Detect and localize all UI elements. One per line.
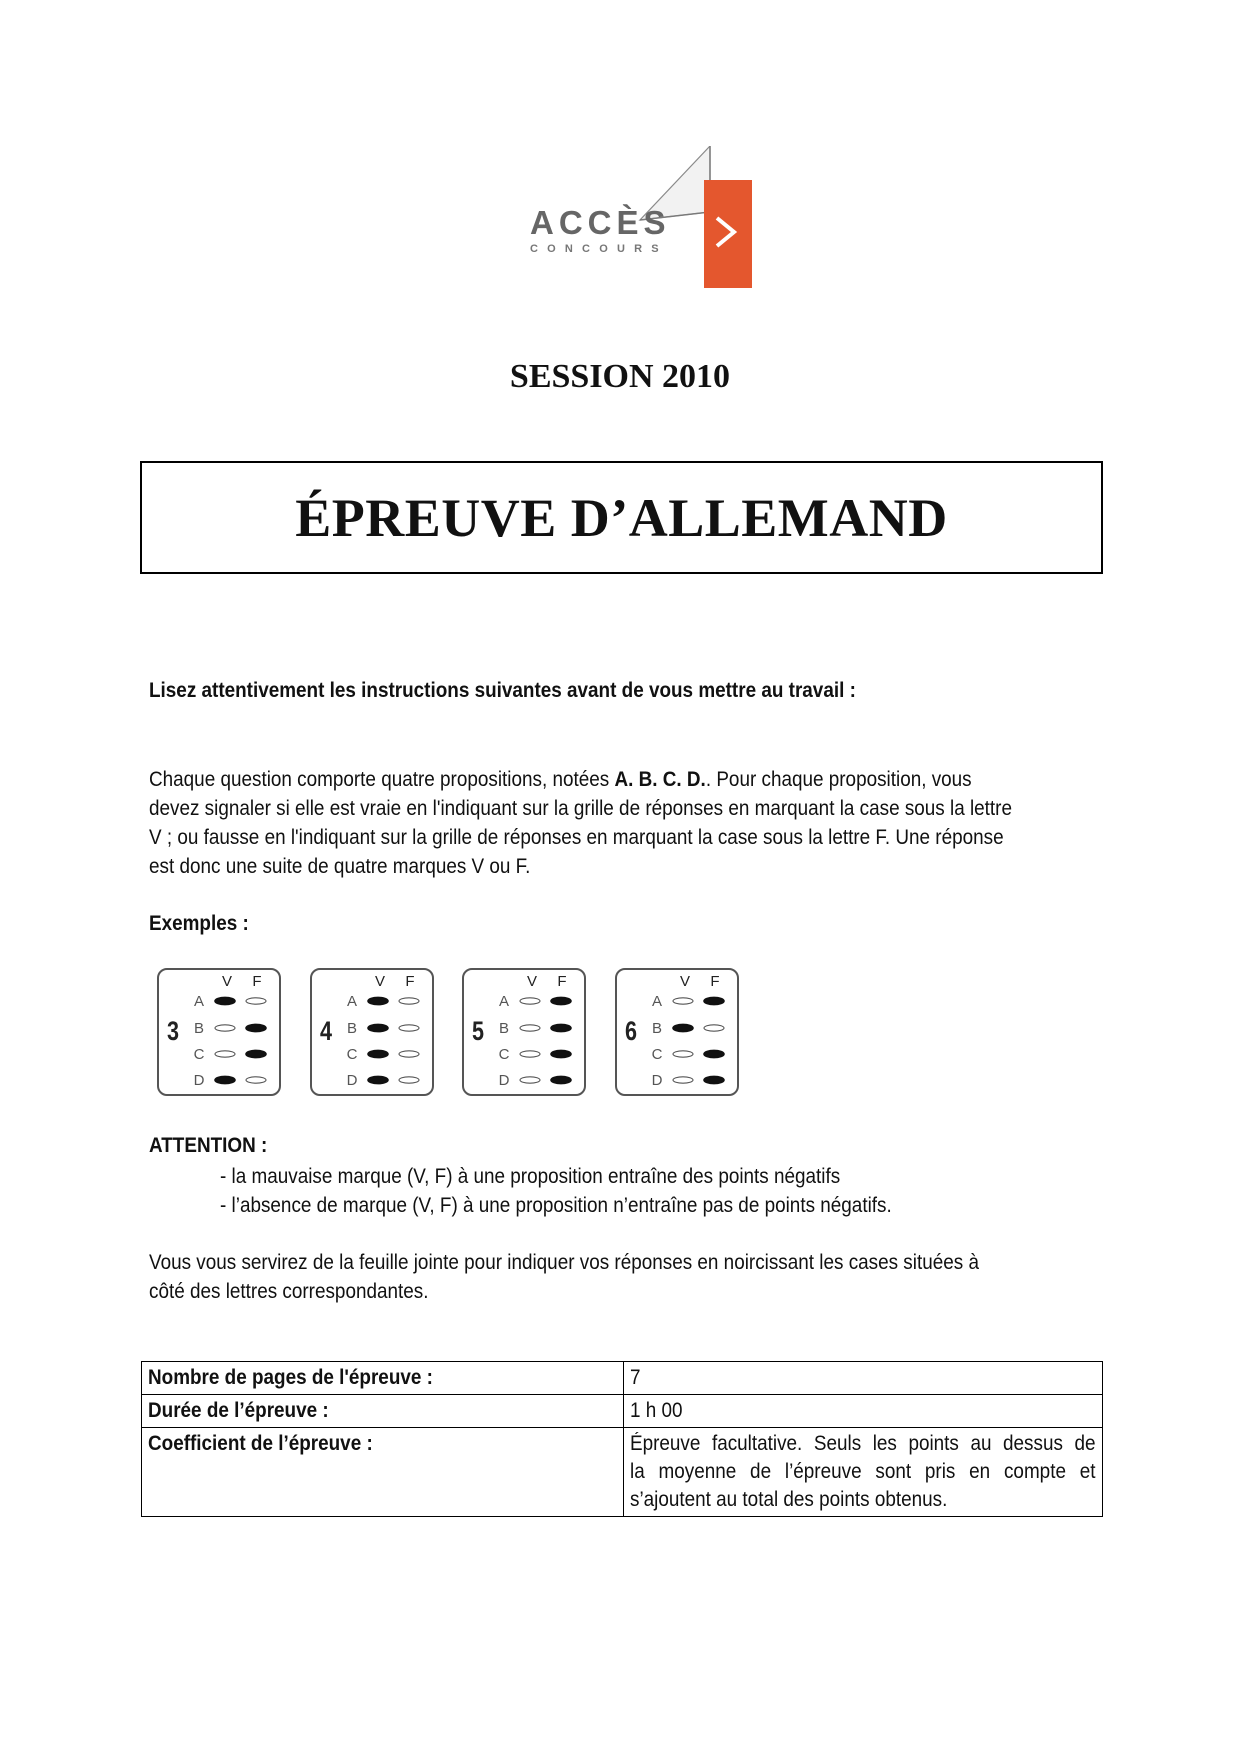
question-number: 4 (319, 1016, 333, 1047)
column-header-f: F (557, 973, 567, 990)
intro-text: . Pour chaque proposition, vous (705, 768, 972, 791)
answer-oval-filled (246, 1050, 266, 1057)
example-card (462, 968, 586, 1096)
attention-heading: ATTENTION : (149, 1134, 268, 1157)
answer-oval-empty (673, 1051, 693, 1057)
row-letter: C (651, 1046, 663, 1063)
session-heading: SESSION 2010 (509, 358, 731, 395)
answer-oval-filled (704, 1050, 724, 1057)
answer-oval-filled (215, 997, 235, 1004)
row-letter: C (498, 1046, 510, 1063)
example-card (157, 968, 281, 1096)
row-letter: C (193, 1046, 205, 1063)
answer-oval-filled (704, 997, 724, 1004)
answer-oval-empty (673, 1077, 693, 1083)
column-header-v: V (374, 973, 386, 990)
answer-oval-filled (551, 1050, 571, 1057)
row-letter: B (193, 1020, 205, 1037)
row-letter: D (498, 1072, 510, 1089)
answer-oval-filled (368, 1024, 388, 1031)
acces-concours-logo (528, 146, 752, 288)
question-number: 5 (471, 1016, 485, 1047)
table-value-line: Épreuve facultative. Seuls les points au dessus de (630, 1432, 1096, 1455)
table-label: Coefficient de l’épreuve : (142, 1428, 624, 1517)
table-value-line: s’ajoutent au total des points obtenus. (630, 1488, 948, 1511)
row-letter: C (346, 1046, 358, 1063)
attention-item: - l’absence de marque (V, F) à une proposition n’entraîne pas de points négatifs. (220, 1191, 892, 1220)
row-letter: A (346, 993, 358, 1010)
answer-oval-empty (246, 1077, 266, 1083)
answer-oval-filled (215, 1076, 235, 1083)
column-header-v: V (526, 973, 538, 990)
answer-oval-empty (520, 1025, 540, 1031)
title-box (140, 461, 1103, 574)
answer-oval-empty (246, 998, 266, 1004)
column-header-v: V (221, 973, 233, 990)
intro-text: V ; ou fausse en l'indiquant sur la grille de réponses en marquant la case sous la lettre F. Une réponse (149, 826, 1004, 849)
attention-list (220, 1162, 892, 1220)
column-header-f: F (405, 973, 415, 990)
column-header-f: F (252, 973, 262, 990)
logo-text-concours: CONCOURS (530, 243, 668, 255)
answer-oval-filled (368, 1050, 388, 1057)
answer-oval-empty (399, 998, 419, 1004)
answer-oval-empty (520, 998, 540, 1004)
intro-text: Chaque question comporte quatre propositions, notées (149, 768, 615, 791)
row-letter: D (346, 1072, 358, 1089)
answer-oval-filled (246, 1024, 266, 1031)
table-label: Durée de l’épreuve : (142, 1395, 624, 1428)
table-value: 7 (624, 1362, 1103, 1395)
answer-oval-empty (215, 1025, 235, 1031)
answer-oval-empty (673, 998, 693, 1004)
row-letter: B (498, 1020, 510, 1037)
answer-oval-filled (551, 1024, 571, 1031)
row-letter: D (651, 1072, 663, 1089)
table-value-line: la moyenne de l’épreuve sont pris en compte et (630, 1460, 1096, 1483)
row-letter: D (193, 1072, 205, 1089)
answer-oval-empty (399, 1025, 419, 1031)
table-value: 1 h 00 (624, 1395, 1103, 1428)
instructions-heading: Lisez attentivement les instructions suivantes avant de vous mettre au travail : (149, 679, 856, 702)
column-header-v: V (679, 973, 691, 990)
table-row (142, 1428, 1103, 1517)
examples-heading: Exemples : (149, 912, 249, 935)
answer-oval-empty (215, 1051, 235, 1057)
table-label: Nombre de pages de l'épreuve : (142, 1362, 624, 1395)
row-letter: A (193, 993, 205, 1010)
example-card (615, 968, 739, 1096)
intro-text: est donc une suite de quatre marques V ou F. (149, 855, 531, 878)
answer-oval-filled (368, 997, 388, 1004)
answer-oval-empty (704, 1025, 724, 1031)
usage-text: côté des lettres correspondantes. (149, 1280, 429, 1303)
exam-title: ÉPREUVE D’ALLEMAND (295, 487, 948, 548)
table-row (142, 1395, 1103, 1428)
logo-text-acces: ACCÈS (530, 204, 671, 241)
usage-text: Vous vous servirez de la feuille jointe pour indiquer vos réponses en noircissant les cases situées à (149, 1251, 979, 1274)
table-row (142, 1362, 1103, 1395)
row-letter: A (498, 993, 510, 1010)
answer-oval-empty (520, 1051, 540, 1057)
row-letter: B (346, 1020, 358, 1037)
answer-oval-empty (399, 1077, 419, 1083)
answer-oval-filled (551, 997, 571, 1004)
attention-item: - la mauvaise marque (V, F) à une proposition entraîne des points négatifs (220, 1162, 892, 1191)
answer-oval-filled (368, 1076, 388, 1083)
intro-text: devez signaler si elle est vraie en l'indiquant sur la grille de réponses en marquant la case sous la lettre (149, 797, 1012, 820)
answer-oval-filled (673, 1024, 693, 1031)
question-number: 3 (166, 1016, 180, 1047)
intro-letters: A. B. C. D. (614, 768, 706, 791)
answer-oval-empty (520, 1077, 540, 1083)
row-letter: B (651, 1020, 663, 1037)
column-header-f: F (710, 973, 720, 990)
example-card (310, 968, 434, 1096)
exam-info-table (141, 1361, 1103, 1517)
intro-paragraph (149, 765, 1049, 881)
usage-paragraph (149, 1248, 979, 1306)
row-letter: A (651, 993, 663, 1010)
logo-orange-panel (704, 180, 752, 288)
table-value (624, 1428, 1103, 1517)
question-number: 6 (624, 1016, 638, 1047)
answer-oval-empty (399, 1051, 419, 1057)
answer-oval-filled (551, 1076, 571, 1083)
answer-oval-filled (704, 1076, 724, 1083)
